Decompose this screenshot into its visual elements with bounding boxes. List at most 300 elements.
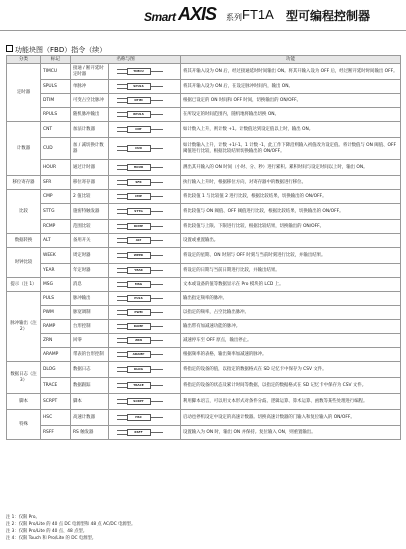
symbol-cell: DTIM xyxy=(41,94,71,108)
name-cell: 施密特触发器 xyxy=(71,204,109,220)
output-pin-line xyxy=(151,100,163,101)
table-row xyxy=(7,190,401,204)
input-pin-line xyxy=(117,314,127,315)
category-cell: 脉冲输出（注 2） xyxy=(7,292,41,362)
input-pins xyxy=(117,429,127,435)
symbol-cell: STTG xyxy=(41,204,71,220)
function-block-label: TRACE xyxy=(133,382,144,387)
function-block-box xyxy=(127,295,151,301)
name-cell: 加法计数器 xyxy=(71,122,109,138)
function-block-diagram xyxy=(117,398,173,404)
symbol-cell: ZRN xyxy=(41,334,71,348)
function-block-label: CNT xyxy=(135,126,142,131)
output-pin-line xyxy=(151,167,163,168)
function-block-diagram xyxy=(117,281,173,287)
symbol-cell: RAMP xyxy=(41,320,71,334)
block-figure-cell xyxy=(109,306,181,320)
input-pin-line xyxy=(117,88,127,89)
input-pin-line xyxy=(117,69,127,70)
function-block-label: STTG xyxy=(134,208,143,213)
table-row xyxy=(7,410,401,426)
header-divider xyxy=(0,30,406,31)
function-block-label: RPULS xyxy=(133,111,144,116)
name-cell: 脉冲输出 xyxy=(71,292,109,306)
name-cell: 随机脉冲输出 xyxy=(71,108,109,122)
series-label: 系列 xyxy=(226,13,242,22)
function-block-box xyxy=(127,252,151,258)
function-block-box xyxy=(127,83,151,89)
input-pin-line xyxy=(117,419,127,420)
input-pin-line xyxy=(117,434,127,435)
function-description-cell: 根据频率的表格，输出频率加减速的脉冲。 xyxy=(181,348,401,362)
output-pin-line xyxy=(151,129,163,130)
input-pin-line xyxy=(117,356,127,357)
input-pin-line xyxy=(117,116,127,117)
table-row xyxy=(7,176,401,190)
function-block-label: RCMP xyxy=(133,223,144,228)
table-row xyxy=(7,220,401,234)
symbol-cell: RPULS xyxy=(41,108,71,122)
input-pins xyxy=(117,237,127,243)
output-pin-line xyxy=(151,432,163,433)
function-block-box xyxy=(127,382,151,388)
category-cell: 脚本 xyxy=(7,394,41,410)
input-pin-line xyxy=(117,300,127,301)
input-pin-line xyxy=(117,383,127,384)
footnotes xyxy=(6,514,135,542)
output-pin-line xyxy=(151,71,163,72)
name-cell: RS 触发器 xyxy=(71,426,109,440)
section-title-text: 功能块图（FBD）指令（续） xyxy=(15,46,107,54)
name-cell: 消息 xyxy=(71,278,109,292)
header-function: 功能 xyxy=(181,56,401,64)
function-block-diagram xyxy=(117,351,173,357)
table-row xyxy=(7,264,401,278)
brand-axis-logo: AXIS xyxy=(178,4,217,24)
category-cell: 移位寄存器 xyxy=(7,176,41,190)
function-block-box xyxy=(127,68,151,74)
model-name: FT1A xyxy=(242,7,274,22)
function-block-box xyxy=(127,337,151,343)
block-figure-cell xyxy=(109,264,181,278)
function-block-box xyxy=(127,97,151,103)
input-pin-line xyxy=(117,328,127,329)
function-block-diagram xyxy=(117,337,173,343)
output-pin-line xyxy=(151,326,163,327)
function-description-cell: 将比较值与上限、下限进行比较，根据比较结果，切换输出的 ON/OFF。 xyxy=(181,220,401,234)
output-pin-line xyxy=(151,240,163,241)
output-pin-line xyxy=(151,417,163,418)
block-figure-cell xyxy=(109,378,181,394)
name-cell: 台形控制 xyxy=(71,320,109,334)
name-cell: 高速计数器 xyxy=(71,410,109,426)
section-title xyxy=(6,45,106,55)
name-cell: 年定时器 xyxy=(71,264,109,278)
function-block-label: RAMP xyxy=(133,323,144,328)
symbol-cell: SFR xyxy=(41,176,71,190)
header-symbol: 标记 xyxy=(41,56,71,64)
function-block-label: PWM xyxy=(134,309,143,314)
name-cell: 加 / 减切换计数器 xyxy=(71,138,109,160)
footnote: 注 1：仅限 Pro。 xyxy=(6,515,40,520)
table-row xyxy=(7,426,401,440)
function-description-cell: 设置或重置输出。 xyxy=(181,234,401,248)
function-block-diagram xyxy=(117,382,173,388)
table-row xyxy=(7,278,401,292)
table-row xyxy=(7,108,401,122)
input-pin-line xyxy=(117,198,127,199)
checkbox-square-icon xyxy=(6,45,13,52)
block-figure-cell xyxy=(109,410,181,426)
input-pin-line xyxy=(117,272,127,273)
footnote: 注 4：仅限 Touch 和 Pro/Lite 的 DC 电源型。 xyxy=(6,536,97,541)
function-block-diagram xyxy=(117,126,173,132)
symbol-cell: SCRPT xyxy=(41,394,71,410)
output-pin-line xyxy=(151,284,163,285)
table-row xyxy=(7,378,401,394)
brand-smart: Smart xyxy=(144,10,176,24)
input-pin-line xyxy=(117,399,127,400)
block-figure-cell xyxy=(109,138,181,160)
input-pin-line xyxy=(117,430,127,431)
symbol-cell: ALT xyxy=(41,234,71,248)
name-cell: 单脉冲 xyxy=(71,80,109,94)
input-pins xyxy=(117,126,127,132)
symbol-cell: DLOG xyxy=(41,362,71,378)
table-row xyxy=(7,94,401,108)
function-description-cell: 将设定的日期与当前日期进行比较，并输出结果。 xyxy=(181,264,401,278)
input-pin-line xyxy=(117,403,127,404)
function-block-diagram xyxy=(117,145,173,151)
block-figure-cell xyxy=(109,334,181,348)
table-row xyxy=(7,394,401,410)
table-header-row xyxy=(7,56,401,64)
block-figure-cell xyxy=(109,122,181,138)
function-description-cell: 测出其开输入的 ON 时间（小时、分、秒）进行累积。累积时间与设定时间以上时，输出 ON。 xyxy=(181,160,401,176)
table-row xyxy=(7,320,401,334)
input-pin-line xyxy=(117,131,127,132)
function-block-label: SPULS xyxy=(133,83,144,88)
function-block-label: DTIM xyxy=(134,97,143,102)
block-figure-cell xyxy=(109,320,181,334)
name-cell: 回零 xyxy=(71,334,109,348)
name-cell: 可变占空比脉冲 xyxy=(71,94,109,108)
output-pin-line xyxy=(151,270,163,271)
table-row xyxy=(7,160,401,176)
function-block-box xyxy=(127,145,151,151)
input-pin-line xyxy=(117,242,127,243)
function-block-diagram xyxy=(117,309,173,315)
input-pins xyxy=(117,337,127,343)
input-pins xyxy=(117,111,127,117)
symbol-cell: PWM xyxy=(41,306,71,320)
function-description-cell: 设置输入为 ON 时，输出 ON 并保持。复位输入 ON，则重置输出。 xyxy=(181,426,401,440)
input-pin-line xyxy=(117,286,127,287)
function-block-diagram xyxy=(117,366,173,372)
function-block-diagram xyxy=(117,323,173,329)
function-block-diagram xyxy=(117,193,173,199)
output-pin-line xyxy=(151,182,163,183)
function-block-label: ARAMP xyxy=(132,351,145,356)
input-pins xyxy=(117,223,127,229)
block-figure-cell xyxy=(109,108,181,122)
input-pin-line xyxy=(117,213,127,214)
output-pin-line xyxy=(151,255,163,256)
function-description-cell: 输出带有加减速功能的脉冲。 xyxy=(181,320,401,334)
input-pin-line xyxy=(117,165,127,166)
input-pin-line xyxy=(117,194,127,195)
block-figure-cell xyxy=(109,278,181,292)
function-block-box xyxy=(127,179,151,185)
category-cell: 提示（注 1） xyxy=(7,278,41,292)
name-cell: 移位寄存器 xyxy=(71,176,109,190)
input-pin-line xyxy=(117,352,127,353)
footnote: 注 3：仅限 Pro/Lite 的 40 点、48 点型。 xyxy=(6,529,88,534)
symbol-cell: SPULS xyxy=(41,80,71,94)
name-cell: 数据跟踪 xyxy=(71,378,109,394)
symbol-cell: RCMP xyxy=(41,220,71,234)
input-pin-line xyxy=(117,324,127,325)
name-cell: 2 值比较 xyxy=(71,190,109,204)
function-block-label: RSFF xyxy=(134,429,143,434)
output-pin-line xyxy=(151,385,163,386)
input-pins xyxy=(117,97,127,103)
function-block-label: MSG xyxy=(134,281,143,286)
input-pin-line xyxy=(117,367,127,368)
function-block-label: CUD xyxy=(135,145,142,150)
function-block-box xyxy=(127,351,151,357)
input-pin-line xyxy=(117,342,127,343)
function-block-label: HSC xyxy=(135,414,142,419)
input-pin-line xyxy=(117,253,127,254)
input-pins xyxy=(117,145,127,151)
function-description-cell: 启动也停机设定中设定的高速计数器。切换高速计数器的门输入和复位输入的 ON/OFF。 xyxy=(181,410,401,426)
input-pin-line xyxy=(117,98,127,99)
function-block-box xyxy=(127,366,151,372)
function-description-cell: 利用脚本语言，可以用文本形式对条件分歧、逻辑运算、算术运算、函数等某些处理进行编程。 xyxy=(181,394,401,410)
name-cell: 周定时器 xyxy=(71,248,109,264)
output-pin-line xyxy=(151,340,163,341)
name-cell: 脉宽调制 xyxy=(71,306,109,320)
function-description-cell: 将其开输入设为 ON 后，在设定脉冲时间内，输出 ON。 xyxy=(181,80,401,94)
function-block-label: DLOG xyxy=(134,366,143,371)
function-block-diagram xyxy=(117,68,173,74)
input-pins xyxy=(117,252,127,258)
function-block-diagram xyxy=(117,429,173,435)
function-description-cell: 输出指定频率的脉冲。 xyxy=(181,292,401,306)
category-cell: 比较 xyxy=(7,190,41,234)
function-description-cell: 在所设定的时间范围内，随机地将输出切换 ON。 xyxy=(181,108,401,122)
function-description-cell: 以指定的频率，占空比输出脉冲。 xyxy=(181,306,401,320)
function-block-label: PULS xyxy=(134,295,143,300)
symbol-cell: MSG xyxy=(41,278,71,292)
input-pin-line xyxy=(117,282,127,283)
input-pin-line xyxy=(117,224,127,225)
input-pin-line xyxy=(117,387,127,388)
input-pins xyxy=(117,309,127,315)
function-block-label: TIMCU xyxy=(133,68,144,73)
block-figure-cell xyxy=(109,204,181,220)
function-block-label: SCRPT xyxy=(133,398,144,403)
input-pin-line xyxy=(117,84,127,85)
table-row xyxy=(7,348,401,362)
output-pin-line xyxy=(151,369,163,370)
page-title: 型可编程控制器 xyxy=(286,9,371,23)
block-figure-cell xyxy=(109,176,181,190)
function-block-box xyxy=(127,398,151,404)
function-block-label: WEEK xyxy=(133,252,144,257)
function-block-diagram xyxy=(117,295,173,301)
table-row xyxy=(7,64,401,80)
function-block-box xyxy=(127,429,151,435)
input-pin-line xyxy=(117,112,127,113)
name-cell: 接通 / 断开延时定时器 xyxy=(71,64,109,80)
name-cell: 备用开关 xyxy=(71,234,109,248)
page-header xyxy=(0,0,406,40)
input-pins xyxy=(117,351,127,357)
output-pin-line xyxy=(151,354,163,355)
block-figure-cell xyxy=(109,220,181,234)
block-figure-cell xyxy=(109,80,181,94)
input-pins xyxy=(117,414,127,420)
name-cell: 带表的台形控制 xyxy=(71,348,109,362)
function-block-label: HOUR xyxy=(133,164,144,169)
block-figure-cell xyxy=(109,160,181,176)
symbol-cell: YEAR xyxy=(41,264,71,278)
input-pins xyxy=(117,68,127,74)
input-pins xyxy=(117,366,127,372)
table-row xyxy=(7,204,401,220)
function-block-diagram xyxy=(117,267,173,273)
function-block-diagram xyxy=(117,83,173,89)
input-pins xyxy=(117,398,127,404)
block-figure-cell xyxy=(109,234,181,248)
table-row xyxy=(7,292,401,306)
table-row xyxy=(7,122,401,138)
input-pins xyxy=(117,295,127,301)
output-pin-line xyxy=(151,114,163,115)
block-figure-cell xyxy=(109,394,181,410)
symbol-cell: TRACE xyxy=(41,378,71,394)
input-pins xyxy=(117,208,127,214)
function-description-cell: 将比较值与 ON 阈值、OFF 阈值进行比较，根据比较结果，切换输出的 ON/OFF。 xyxy=(181,204,401,220)
function-block-diagram xyxy=(117,179,173,185)
category-cell: 时钟比较 xyxy=(7,248,41,278)
block-figure-cell xyxy=(109,426,181,440)
input-pins xyxy=(117,193,127,199)
output-pin-line xyxy=(151,86,163,87)
function-block-box xyxy=(127,281,151,287)
input-pins xyxy=(117,382,127,388)
input-pin-line xyxy=(117,102,127,103)
symbol-cell: CNT xyxy=(41,122,71,138)
function-block-diagram xyxy=(117,237,173,243)
function-block-label: ALT xyxy=(135,237,142,242)
input-pins xyxy=(117,281,127,287)
function-block-label: YEAR xyxy=(134,267,143,272)
category-cell: 数据日志（注 3） xyxy=(7,362,41,394)
category-cell: 特殊 xyxy=(7,410,41,440)
output-pin-line xyxy=(151,298,163,299)
category-cell: 定时器 xyxy=(7,64,41,122)
input-pin-line xyxy=(117,338,127,339)
table-row xyxy=(7,248,401,264)
input-pins xyxy=(117,164,127,170)
function-description-cell: 根据已设定的 ON 时间和 OFF 时间，切换输出的 ON/OFF。 xyxy=(181,94,401,108)
function-description-cell: 如计数输入上升，计数 +1/-1。1 计数 -1，此工作下降沿则输入初值改为设定值。将计数值与 ON 阈值、OFF 阈值进行比较，根据比较结果切换输出的 ON/OFF。 xyxy=(181,138,401,160)
block-figure-cell xyxy=(109,362,181,378)
input-pin-line xyxy=(117,150,127,151)
symbol-cell: PULS xyxy=(41,292,71,306)
input-pin-line xyxy=(117,180,127,181)
input-pin-line xyxy=(117,257,127,258)
input-pins xyxy=(117,83,127,89)
function-block-diagram xyxy=(117,97,173,103)
function-block-label: SFR xyxy=(135,179,142,184)
function-block-box xyxy=(127,164,151,170)
function-block-diagram xyxy=(117,164,173,170)
input-pin-line xyxy=(117,310,127,311)
input-pins xyxy=(117,179,127,185)
symbol-cell: RSFF xyxy=(41,426,71,440)
function-block-box xyxy=(127,193,151,199)
table-body xyxy=(7,64,401,440)
table-row xyxy=(7,234,401,248)
function-block-box xyxy=(127,414,151,420)
output-pin-line xyxy=(151,226,163,227)
function-description-cell: 将设定的星期、ON 时刻与 OFF 时刻与当前时刻进行比较，并输出结果。 xyxy=(181,248,401,264)
fbd-instruction-table xyxy=(6,55,401,440)
symbol-cell: CMP xyxy=(41,190,71,204)
name-cell: 范围比较 xyxy=(71,220,109,234)
table-row xyxy=(7,138,401,160)
symbol-cell: HSC xyxy=(41,410,71,426)
input-pin-line xyxy=(117,169,127,170)
function-block-box xyxy=(127,208,151,214)
function-block-diagram xyxy=(117,223,173,229)
function-block-diagram xyxy=(117,414,173,420)
input-pin-line xyxy=(117,268,127,269)
function-block-box xyxy=(127,267,151,273)
category-cell: 计数器 xyxy=(7,122,41,176)
output-pin-line xyxy=(151,401,163,402)
function-block-box xyxy=(127,126,151,132)
name-cell: 脚本 xyxy=(71,394,109,410)
table-row xyxy=(7,362,401,378)
function-description-cell: 文本或设备的值等数据显示在 Pro 模块的 LCD 上。 xyxy=(181,278,401,292)
input-pin-line xyxy=(117,184,127,185)
name-cell: 通过计时器 xyxy=(71,160,109,176)
function-description-cell: 将其开输入设为 ON 后，经过接通延时时间输出 ON。将其开输入设为 OFF 后，经过断开延时时间输出 OFF。 xyxy=(181,64,401,80)
symbol-cell: HOUR xyxy=(41,160,71,176)
symbol-cell: TIMCU xyxy=(41,64,71,80)
function-block-label: ZRN xyxy=(135,337,142,342)
function-block-diagram xyxy=(117,252,173,258)
header-category: 分类 xyxy=(7,56,41,64)
input-pin-line xyxy=(117,209,127,210)
output-pin-line xyxy=(151,196,163,197)
function-description-cell: 减速停车至 OFF 原点，输出停止。 xyxy=(181,334,401,348)
function-description-cell: 将指定的设备的值，以指定的数据格式在 SD 记忆卡中保存为 CSV 文件。 xyxy=(181,362,401,378)
table-row xyxy=(7,334,401,348)
input-pins xyxy=(117,323,127,329)
input-pin-line xyxy=(117,296,127,297)
output-pin-line xyxy=(151,312,163,313)
output-pin-line xyxy=(151,211,163,212)
symbol-cell: CUD xyxy=(41,138,71,160)
function-description-cell: 执行输入上升时，根据移位方向，对寄存器中的数据进行移位。 xyxy=(181,176,401,190)
header-name: 名称与图 xyxy=(71,56,181,64)
